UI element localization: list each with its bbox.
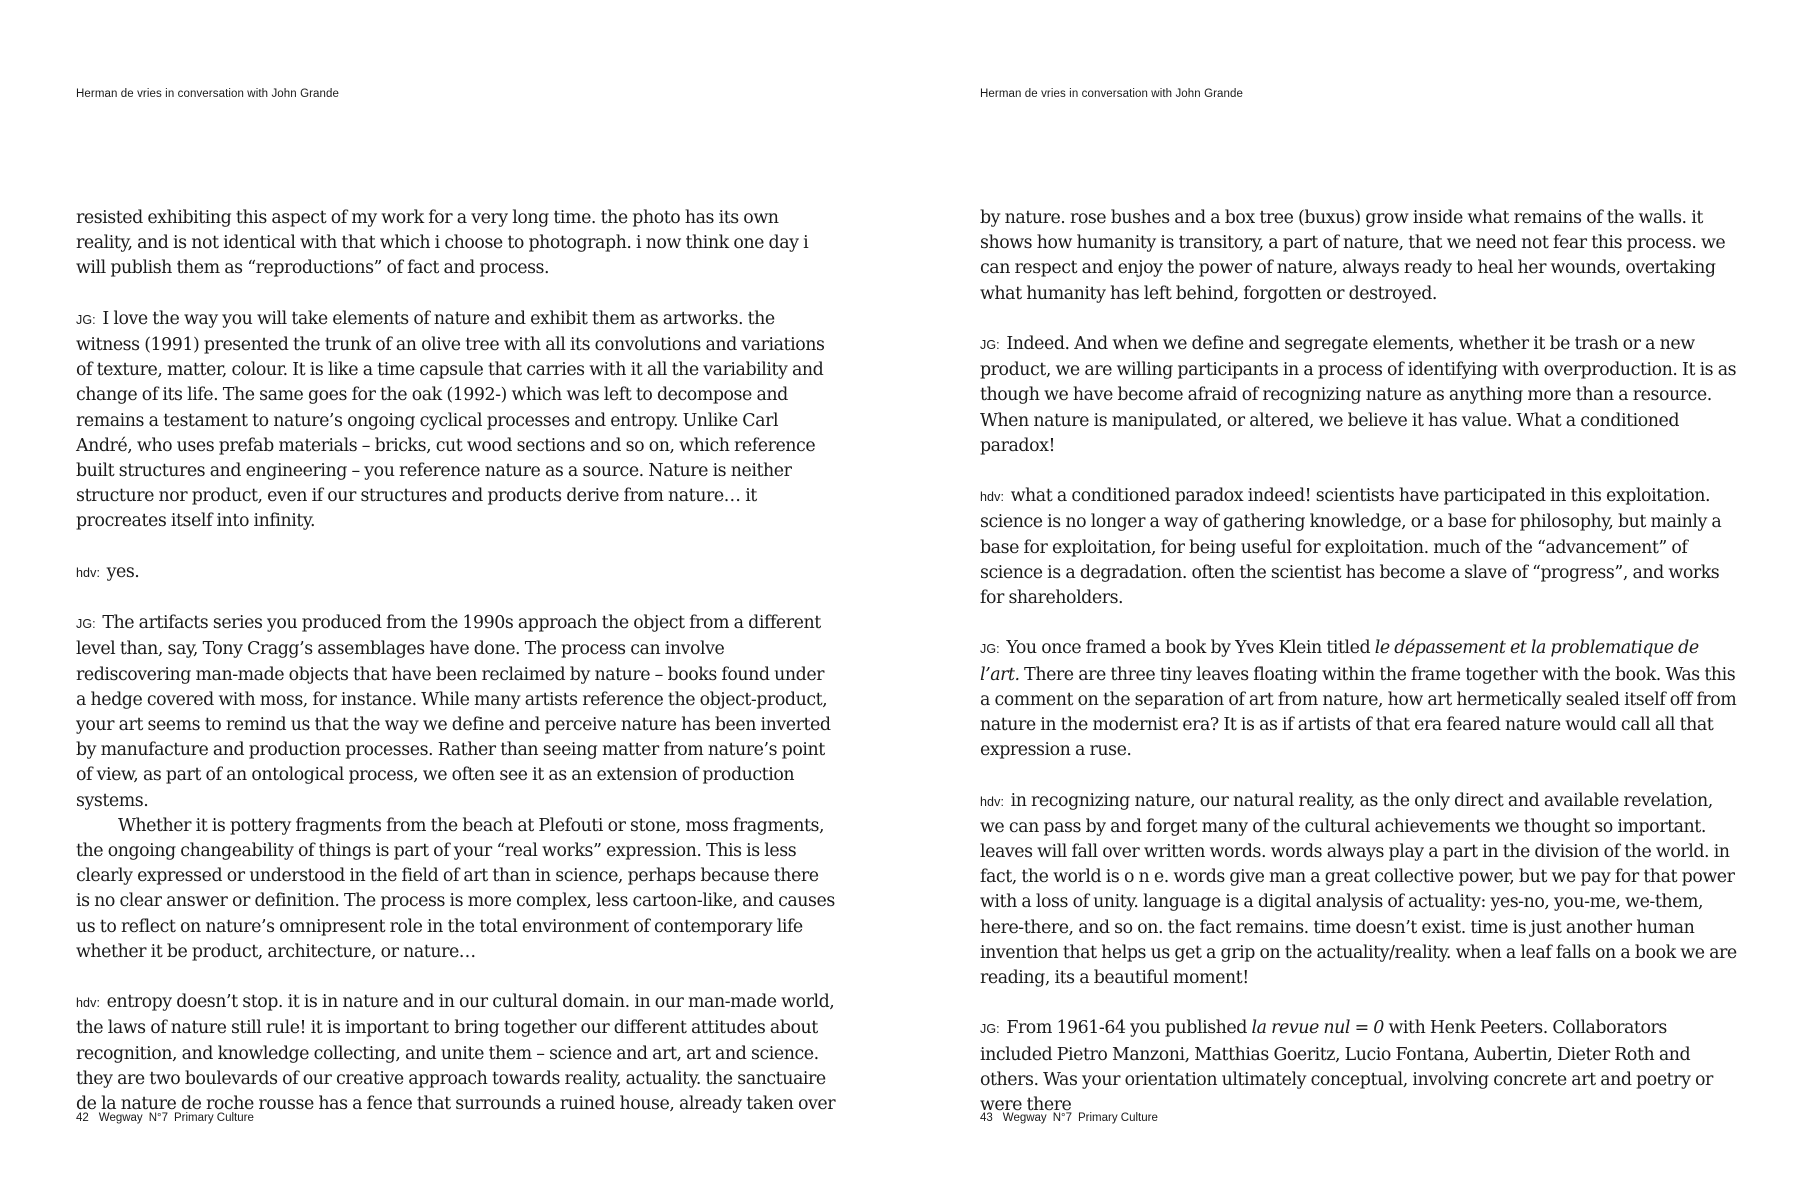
speaker-label: hdv:: [980, 490, 1005, 505]
book-title: le dépassement et la problematique de l’art.: [980, 638, 1699, 685]
paragraph: [76, 990, 836, 1117]
paragraph-text: resisted exhibiting this aspect of my work for a very long time. the photo has its own reality, and is not identical with that which i choose to photograph. i now think one day i will publish them as “reproductions” of fact and process.: [76, 208, 809, 279]
paragraph-text: There are three tiny leaves floating within the frame together with the book. Was this a comment on the separation of art from nature, how art hermetically sealed itself off from nature in the modernist era? It is as if artists of that era feared nature would call all that expression a ruse.: [980, 664, 1737, 761]
speaker-label: hdv:: [980, 794, 1005, 809]
paragraph-text: by nature. rose bushes and a box tree (buxus) grow inside what remains of the walls. it shows how humanity is transitory, a part of nature, that we need not fear this process. we can respect and enjoy the power of nature, always ready to heal her wounds, overtaking what humanity has left behind, forgotten or destroyed.: [980, 208, 1726, 304]
paragraph-text: what a conditioned paradox indeed! scientists have participated in this exploitation. science is no longer a way of gathering knowledge, or a base for philosophy, but mainly a base for exploitation, for being useful for exploitation. much of the “advancement” of science is a degradation. often the scientist has become a slave of “progress”, and works for shareholders.: [980, 486, 1722, 609]
speaker-label: JG:: [980, 642, 1000, 657]
paragraph: [76, 206, 836, 282]
paragraph-text: You once framed a book by Yves Klein titled: [1001, 638, 1375, 659]
publication-name: Wegway: [1002, 1112, 1047, 1124]
paragraph-text: The artifacts series you produced from the 1990s approach the object from a different level than, say, Tony Cragg’s assemblages have done. The process can involve rediscovering man-made objects that have been reclaimed by nature – books found under a hedge covered with moss, for instance. While many artists reference the object-product, your art seems to remind us that the way we define and perceive nature has been inverted by manufacture and production processes. Rather than seeing matter from nature’s point of view, as part of an ontological process, we often see it as an extension of production systems.: [76, 613, 831, 811]
running-head: Herman de vries in conversation with John Grande: [76, 88, 340, 100]
right-page: [900, 0, 1800, 1200]
page-footer: [76, 1112, 260, 1124]
speaker-label: JG:: [980, 338, 1000, 352]
paragraph: [76, 611, 836, 814]
paragraph: [76, 560, 836, 586]
page-number: 43: [980, 1112, 993, 1124]
paragraph: [980, 332, 1740, 459]
paragraph: [980, 636, 1740, 763]
body-text: [980, 206, 1740, 1143]
issue-number: N°7: [1052, 1112, 1072, 1124]
page-footer: [980, 1112, 1164, 1124]
paragraph: [76, 814, 836, 965]
paragraph-text: I love the way you will take elements of nature and exhibit them as artworks. the witness (1991) presented the trunk of an olive tree with all its convolutions and variations of texture, matter, colour. It is like a time capsule that carries with it all the variability and change of its life. The same goes for the oak (1992-) which was left to decompose and remains a testament to nature’s ongoing cyclical processes and entropy. Unlike Carl André, who uses prefab materials – bricks, cut wood sections and so on, which reference built structures and engineering – you reference nature as a source. Nature is neither structure nor product, even if our structures and products derive from nature… it procreates itself into infinity.: [76, 308, 825, 532]
paragraph-text: entropy doesn’t stop. it is in nature and in our cultural domain. in our man-made world, the laws of nature still rule! it is important to bring together our different attitudes about recognition, and knowledge collecting, and unite them – science and art, art and science. they are two boulevards of our creative approach towards reality, actuality. the sanctuaire de la nature de roche rousse has a fence that surrounds a ruined house, already taken over: [76, 992, 836, 1115]
section-name: Primary Culture: [1078, 1112, 1158, 1124]
paragraph: [980, 1016, 1740, 1118]
paragraph-text: Whether it is pottery fragments from the beach at Plefouti or stone, moss fragments, the ongoing changeability of things is part of your “real works” expression. This is less clearly expressed or understood in the field of art than in science, perhaps because there is no clear answer or definition. The process is more complex, less cartoon-like, and causes us to reflect on nature’s omnipresent role in the total environment of contemporary life whether it be product, architecture, or nature…: [76, 815, 835, 962]
paragraph-text: Indeed. And when we define and segregate elements, whether it be trash or a new product, we are willing participants in a process of identifying with overproduction. It is as though we have become afraid of recognizing nature as anything more than a resource. When nature is manipulated, or altered, we believe it has value. What a conditioned paradox!: [980, 334, 1737, 456]
section-name: Primary Culture: [174, 1112, 254, 1124]
paragraph-text: in recognizing nature, our natural reality, as the only direct and available revelation, we can pass by and forget many of the cultural achievements we thought so important. leaves will fall over written words. words always play a part in the division of the world. in fact, the world is o n e. words give man a great collective power, but we pay for that power with a loss of unity. language is a digital analysis of actuality: yes-no, you-me, we-them, here-there, and so on. the fact remains. time doesn’t exist. time is just another human invention that helps us get a grip on the actuality/reality. when a leaf falls on a book we are reading, its a beautiful moment!: [980, 790, 1737, 989]
publication-name: Wegway: [98, 1112, 143, 1124]
speaker-label: JG:: [76, 617, 96, 632]
journal-title: la revue nul = 0: [1251, 1018, 1384, 1039]
paragraph-text: with Henk Peeters. Collaborators included Pietro Manzoni, Matthias Goeritz, Lucio Fontana, Aubertin, Dieter Roth and others. Was your orientation ultimately conceptual, involving concrete art and poetry or were there: [980, 1018, 1713, 1116]
speaker-label: hdv:: [76, 565, 101, 580]
paragraph: [980, 206, 1740, 307]
paragraph-text: yes.: [102, 561, 140, 582]
paragraph: [980, 789, 1740, 992]
page-number: 42: [76, 1112, 89, 1124]
issue-number: N°7: [148, 1112, 168, 1124]
paragraph-text: From 1961-64 you published: [1001, 1018, 1252, 1039]
paragraph: [980, 484, 1740, 611]
speaker-label: hdv:: [76, 996, 101, 1011]
running-head: Herman de vries in conversation with John Grande: [980, 88, 1244, 100]
paragraph: [76, 307, 836, 535]
speaker-label: JG:: [980, 1022, 1000, 1037]
speaker-label: JG:: [76, 312, 96, 327]
body-text: [76, 206, 836, 1142]
